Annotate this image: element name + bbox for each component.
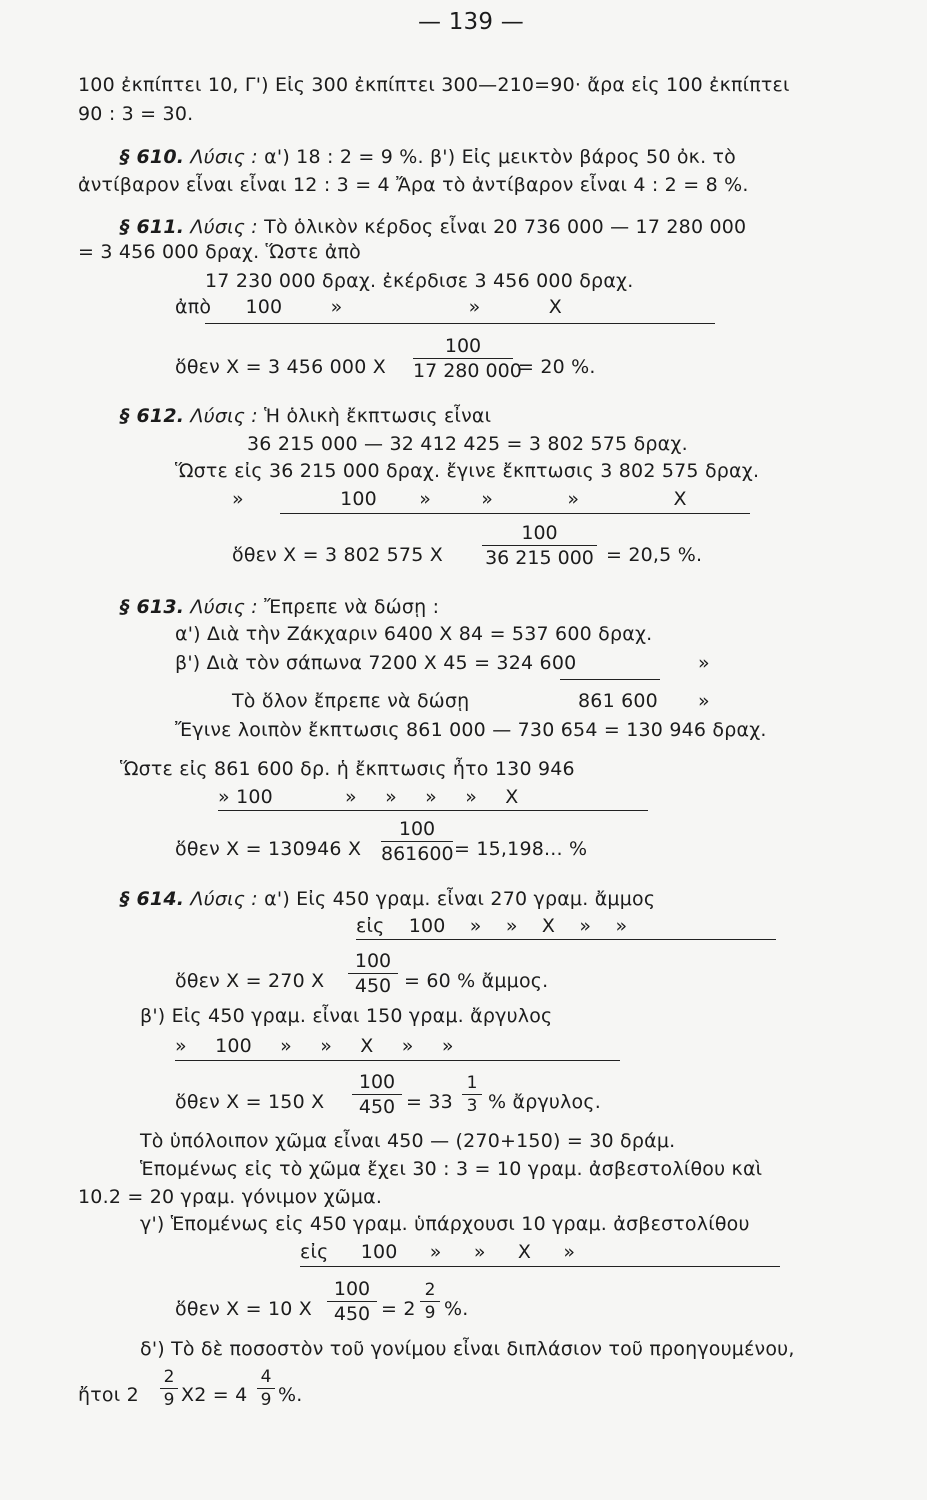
solution-label: Λύσις :: [190, 888, 258, 910]
text-span: α') 18 : 2 = 9 %. β') Εἰς μεικτὸν βάρος 50 ὀκ. τὸ: [264, 146, 737, 168]
divider-line: [280, 513, 750, 514]
text-span: X: [673, 488, 687, 510]
text-line: ὅθεν X = 10 X: [175, 1298, 313, 1320]
section-612-line: [120, 404, 491, 428]
text-line: β') Εἰς 450 γραμ. εἶναι 150 γραμ. ἄργυλος: [140, 1005, 553, 1027]
fraction: [352, 1071, 402, 1118]
text-line: 36 215 000 — 32 412 425 = 3 802 575 δραχ.: [247, 433, 688, 455]
text-line: ἀντίβαρον εἶναι εἶναι 12 : 3 = 4 Ἄρα τὸ ἀντίβαρον εἶναι 4 : 2 = 8 %.: [78, 174, 749, 196]
fraction-bar: [327, 1301, 377, 1302]
divider-line: [218, 810, 648, 811]
text-line: Ἔγινε λοιπὸν ἔκπτωσις 861 000 — 730 654 = 130 946 δραχ.: [175, 719, 767, 741]
text-line: = 20,5 %.: [606, 544, 703, 566]
text-line: δ') Τὸ δὲ ποσοστὸν τοῦ γονίμου εἶναι διπλάσιον τοῦ προηγουμένου,: [140, 1338, 795, 1360]
text-span: »: [419, 488, 432, 510]
text-line: X2 = 4: [181, 1384, 248, 1406]
denominator: 3: [466, 1096, 478, 1116]
text-span: X: [548, 296, 562, 318]
fraction-bar: [482, 545, 597, 546]
text-span: ἀπὸ: [175, 296, 212, 318]
text-line: = 15,198... %: [454, 838, 588, 860]
section-613-line: [120, 595, 439, 619]
denominator: 9: [260, 1390, 272, 1410]
text-line: Ἑπομένως εἰς τὸ χῶμα ἔχει 30 : 3 = 10 γραμ. ἀσβεστολίθου καὶ: [140, 1158, 763, 1180]
fraction: [381, 818, 453, 865]
text-line: = 3 456 000 δραχ. Ὥστε ἀπὸ: [78, 241, 362, 263]
proportion-row: [232, 487, 687, 511]
numerator: 100: [354, 950, 392, 972]
text-span: »: [567, 488, 580, 510]
divider-line: [175, 1060, 620, 1061]
fraction: [257, 1367, 275, 1410]
text-line: Ὥστε εἰς 861 600 δρ. ἡ ἔκπτωσις ἦτο 130 946: [120, 758, 575, 780]
text-line: 100 ἐκπίπτει 10, Γ') Εἰς 300 ἐκπίπτει 300—210=90· ἄρα εἰς 100 ἐκπίπτει: [78, 74, 790, 96]
text-span: »: [330, 296, 343, 318]
fraction: [160, 1367, 178, 1410]
fraction-bar: [160, 1388, 178, 1389]
fraction: [327, 1278, 377, 1325]
divider-line: [356, 939, 776, 940]
numerator: 100: [398, 818, 436, 840]
fraction: [420, 1280, 440, 1323]
denominator: 9: [163, 1390, 175, 1410]
text-span: »: [468, 296, 481, 318]
text-span: 100: [245, 296, 283, 318]
numerator: 2: [163, 1367, 175, 1387]
sum-line: [560, 679, 660, 680]
section-number: § 614.: [120, 888, 185, 910]
solution-label: Λύσις :: [190, 146, 258, 168]
text-span: 100: [340, 488, 377, 510]
section-number: § 611.: [120, 216, 185, 238]
text-span: »: [232, 488, 244, 510]
fraction: [462, 1073, 482, 1116]
text-line: 10.2 = 20 γραμ. γόνιμον χῶμα.: [78, 1186, 383, 1208]
text-line: Τὸ ὅλον ἔπρεπε νὰ δώσῃ: [232, 690, 470, 712]
text-line: Ὥστε εἰς 36 215 000 δραχ. ἔγινε ἔκπτωσις 3 802 575 δραχ.: [175, 460, 760, 482]
section-610-line: [120, 145, 736, 169]
fraction-bar: [352, 1094, 402, 1095]
text-line: 90 : 3 = 30.: [78, 103, 194, 125]
text-span: »: [481, 488, 494, 510]
numerator: 100: [358, 1071, 396, 1093]
text-line: ὅθεν X = 3 456 000 X: [175, 356, 386, 378]
solution-label: Λύσις :: [190, 596, 258, 618]
page-number: — 139 —: [418, 9, 524, 35]
proportion-row: [175, 295, 562, 319]
text-line: » 100 » » X » »: [175, 1035, 454, 1057]
text-span: Ἡ ὁλικὴ ἔκπτωσις εἶναι: [264, 405, 492, 427]
fraction-bar: [420, 1301, 440, 1302]
numerator: 1: [466, 1073, 478, 1093]
fraction-bar: [257, 1388, 275, 1389]
text-span: α') Εἰς 450 γραμ. εἶναι 270 γραμ. ἄμμος: [264, 888, 656, 910]
denominator: 450: [354, 975, 392, 997]
denominator: 450: [358, 1096, 396, 1118]
section-614-line: [120, 887, 655, 911]
text-span: Τὸ ὁλικὸν κέρδος εἶναι 20 736 000 — 17 280 000: [264, 216, 747, 238]
text-line: ἤτοι 2: [78, 1384, 139, 1406]
text-line: = 20 %.: [518, 356, 596, 378]
section-number: § 610.: [120, 146, 185, 168]
fraction: [348, 950, 398, 997]
text-line: ὅθεν X = 150 X: [175, 1091, 325, 1113]
solution-label: Λύσις :: [190, 405, 258, 427]
denominator: 9: [424, 1303, 436, 1323]
section-number: § 613.: [120, 596, 185, 618]
denominator: 450: [333, 1303, 371, 1325]
text-line: % ἄργυλος.: [488, 1091, 601, 1113]
denominator: 861600: [381, 843, 454, 865]
text-line: = 60 % ἄμμος.: [404, 970, 549, 992]
numerator: 100: [521, 522, 558, 544]
numerator: 100: [444, 335, 482, 357]
text-line: εἰς 100 » » X »: [300, 1241, 576, 1263]
section-611-line: [120, 215, 746, 239]
divider-line: [300, 1266, 780, 1267]
solution-label: Λύσις :: [190, 216, 258, 238]
text-line: εἰς 100 » » X » »: [356, 915, 628, 937]
numerator: 100: [333, 1278, 371, 1300]
numerator: 4: [260, 1367, 272, 1387]
ditto-mark: »: [698, 652, 710, 674]
divider-line: [205, 323, 715, 324]
denominator: 36 215 000: [485, 547, 594, 569]
ditto-mark: »: [698, 690, 710, 712]
text-line: α') Διὰ τὴν Ζάκχαριν 6400 X 84 = 537 600 δραχ.: [175, 623, 653, 645]
numerator: 2: [424, 1280, 436, 1300]
fraction-bar: [381, 841, 453, 842]
text-line: γ') Ἑπομένως εἰς 450 γραμ. ὑπάρχουσι 10 γραμ. ἀσβεστολίθου: [140, 1213, 750, 1235]
fraction-bar: [462, 1094, 482, 1095]
fraction-bar: [348, 973, 398, 974]
text-line: = 2: [381, 1298, 416, 1320]
section-number: § 612.: [120, 405, 185, 427]
text-span: Ἔπρεπε νὰ δώσῃ :: [264, 596, 440, 618]
denominator: 17 280 000: [413, 360, 522, 382]
text-line: ὅθεν X = 130946 X: [175, 838, 362, 860]
text-line: = 33: [406, 1091, 453, 1113]
text-line: 17 230 000 δραχ. ἐκέρδισε 3 456 000 δραχ.: [205, 270, 634, 292]
text-line: %.: [278, 1384, 303, 1406]
text-line: » 100: [218, 786, 273, 808]
text-line: ὅθεν X = 3 802 575 X: [232, 544, 443, 566]
text-line: 861 600: [578, 690, 658, 712]
fraction: [413, 335, 522, 382]
text-line: Τὸ ὑπόλοιπον χῶμα εἶναι 450 — (270+150) = 30 δράμ.: [140, 1130, 676, 1152]
text-line: ὅθεν X = 270 X: [175, 970, 325, 992]
text-line: %.: [444, 1298, 469, 1320]
fraction: [482, 522, 597, 569]
fraction-bar: [413, 358, 513, 359]
text-line: β') Διὰ τὸν σάπωνα 7200 X 45 = 324 600: [175, 652, 577, 674]
text-line: » » » » X: [345, 786, 519, 808]
